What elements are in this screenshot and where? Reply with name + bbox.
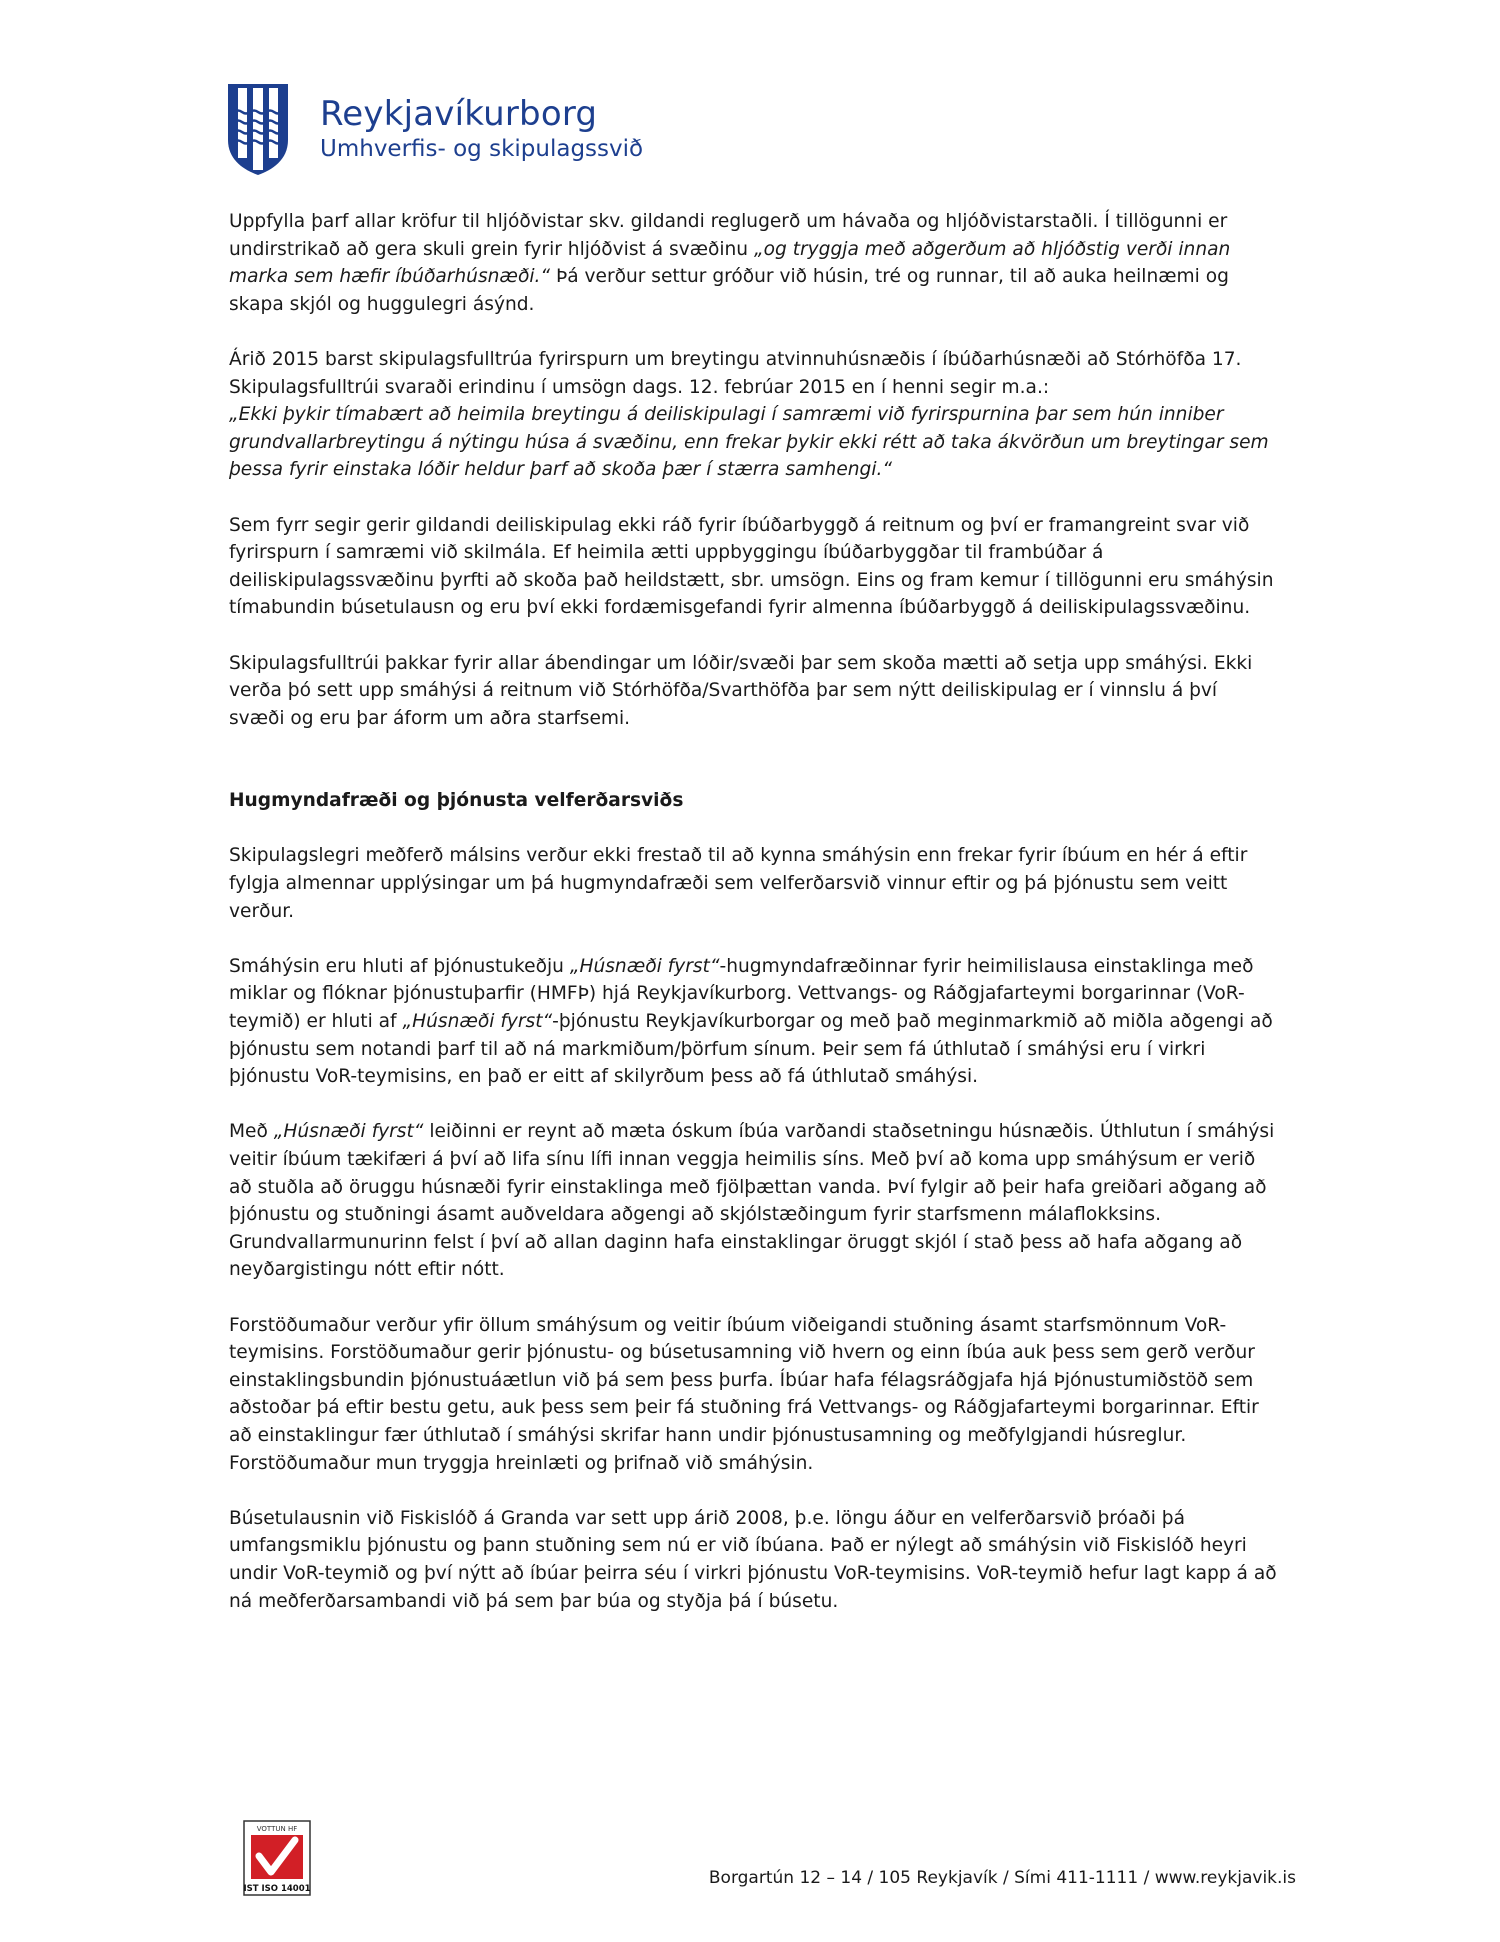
iso-certification-logo — [243, 1820, 311, 1896]
paragraph-housing-first: Smáhýsin eru hluti af þjónustukeðju „Húsnæði fyrst“-hugmyndafræðinnar fyrir heimilislausa einstaklinga með miklar og flóknar þjónustuþarfir (HMFÞ) hjá Reykjavíkurborg. Vettvangs- og Ráðgjafarteymi borgarinnar (VoR-teymið) er hluti af „Húsnæði fyrst“-þjónustu Reykjavíkurborgar og með það meginmarkmið að miðla aðgengi að þjónustu sem notandi þarf til að ná markmiðum/þörfum sínum. Þeir sem fá úthlutað í smáhýsi eru í virkri þjónustu VoR-teymisins, en það er eitt af skilyrðum þess að fá úthlutað smáhýsi. — [229, 955, 1273, 1088]
svg-text:IST ISO 14001: IST ISO 14001 — [243, 1884, 311, 1894]
organization-name: Reykjavíkurborg — [320, 94, 598, 134]
paragraph-suggestions: Skipulagsfulltrúi þakkar fyrir allar ábendingar um lóðir/svæði þar sem skoða mætti að setja upp smáhýsi. Ekki verða þó sett upp smáhýsi á reitnum við Stórhöfða/Svarthöfða þar sem nýtt deiliskipulag er í vinnslu á því svæði og eru þar áform um aðra starfsemi. — [229, 652, 1253, 729]
document-body — [229, 208, 1277, 1643]
svg-text:VOTTUN HF: VOTTUN HF — [256, 1825, 298, 1833]
paragraph-director: Forstöðumaður verður yfir öllum smáhýsum og veitir íbúum viðeigandi stuðning ásamt starfsmönnum VoR-teymisins. Forstöðumaður gerir þjónustu- og búsetusamning við hvern og einn íbúa auk þess sem gerð verður einstaklingsbundin þjónustuáætlun við þá sem þess þurfa. Íbúar hafa félagsráðgjafa hjá Þjónustumiðstöð sem aðstoðar þá eftir bestu getu, auk þess sem þeir fá stuðning frá Vettvangs- og Ráðgjafarteymi borgarinnar. Eftir að einstaklingur fær úthlutað í smáhýsi skrifar hann undir þjónustusamning og meðfylgjandi húsreglur. Forstöðumaður mun tryggja hreinlæti og þrifnað við smáhýsin. — [229, 1314, 1259, 1474]
paragraph-noise-requirements: Uppfylla þarf allar kröfur til hljóðvistar skv. gildandi reglugerð um hávaða og hljóðvistarstaðli. Í tillögunni er undirstrikað að gera skuli grein fyrir hljóðvist á svæðinu „og tryggja með aðgerðum að hljóðstig verði innan marka sem hæfir íbúðarhúsnæði.“ Þá verður settur gróður við húsin, tré og runnar, til að auka heilnæmi og skapa skjól og huggulegri ásýnd. — [229, 211, 1231, 315]
footer-address: Borgartún 12 – 14 / 105 Reykjavík / Sími 411-1111 / www.reykjavik.is — [708, 1868, 1296, 1888]
paragraph-zoning: Sem fyrr segir gerir gildandi deiliskipulag ekki ráð fyrir íbúðarbyggð á reitnum og því er framangreint svar við fyrirspurn í samræmi við skilmála. Ef heimila ætti uppbyggingu íbúðarbyggðar til frambúðar á deiliskipulagssvæðinu þyrfti að skoða það heildstætt, sbr. umsögn. Eins og fram kemur í tillögunni eru smáhýsin tímabundin búsetulausn og eru því ekki fordæmisgefandi fyrir almenna íbúðarbyggð á deiliskipulagssvæðinu. — [229, 514, 1274, 619]
quote-noise: „og tryggja með aðgerðum að hljóðstig verði innan marka sem hæfir íbúðarhúsnæði.“ — [229, 238, 1231, 288]
quote-inquiry-response: „Ekki þykir tímabært að heimila breytingu á deiliskipulagi í samræmi við fyrirspurnina þar sem hún inniber grundvallarbreytingu á nýtingu húsa á svæðinu, enn frekar þykir ekki rétt að taka ákvörðun um breytingar sem þessa fyrir einstaka lóðir heldur þarf að skoða þær í stærra samhengi.“ — [229, 404, 1269, 481]
paragraph-inquiry-2015: Árið 2015 barst skipulagsfulltrúa fyrirspurn um breytingu atvinnuhúsnæðis í íbúðarhúsnæði að Stórhöfða 17. Skipulagsfulltrúi svaraði erindinu í umsögn dags. 12. febrúar 2015 en í henni segir m.a.: — [229, 348, 1242, 398]
paragraph-fiskislod: Búsetulausnin við Fiskislóð á Granda var sett upp árið 2008, þ.e. löngu áður en velferðarsvið þróaði þá umfangsmiklu þjónustu og þann stuðning sem nú er við íbúana. Það er nýlegt að smáhýsin við Fiskislóð heyri undir VoR-teymið og því nýtt að íbúar þeirra séu í virkri þjónustu VoR-teymisins. VoR-teymið hefur lagt kapp á að ná meðferðarsambandi við þá sem þar búa og styðja þá í búsetu. — [229, 1507, 1277, 1612]
paragraph-intro-welfare: Skipulagslegri meðferð málsins verður ekki frestað til að kynna smáhýsin enn frekar fyrir íbúum en hér á eftir fylgja almennar upplýsingar um þá hugmyndafræði sem velferðarsvið vinnur eftir og þá þjónustu sem veitt verður. — [229, 845, 1248, 922]
department-name: Umhverfis- og skipulagssvið — [320, 136, 644, 162]
section-heading: Hugmyndafræði og þjónusta velferðarsviðs — [229, 790, 684, 812]
paragraph-allocation: Með „Húsnæði fyrst“ leiðinni er reynt að mæta óskum íbúa varðandi staðsetningu húsnæðis. Úthlutun í smáhýsi veitir íbúum tækifæri á því að lifa sínu lífi innan veggja heimilis síns. Með því að koma upp smáhýsum er verið að stuðla að öruggu húsnæði fyrir einstaklinga með fjölþættan vanda. Því fylgir að þeir hafa greiðari aðgang að þjónustu og stuðningi ásamt auðveldara aðgengi að skjólstæðingum fyrir starfsmenn málaflokksins. Grundvallarmunurinn felst í því að allan daginn hafa einstaklingar öruggt skjól í stað þess að hafa aðgang að neyðargistingu nótt eftir nótt. — [229, 1121, 1275, 1281]
reykjavik-coat-of-arms-logo — [226, 82, 290, 176]
iso-check-icon — [243, 1820, 311, 1896]
